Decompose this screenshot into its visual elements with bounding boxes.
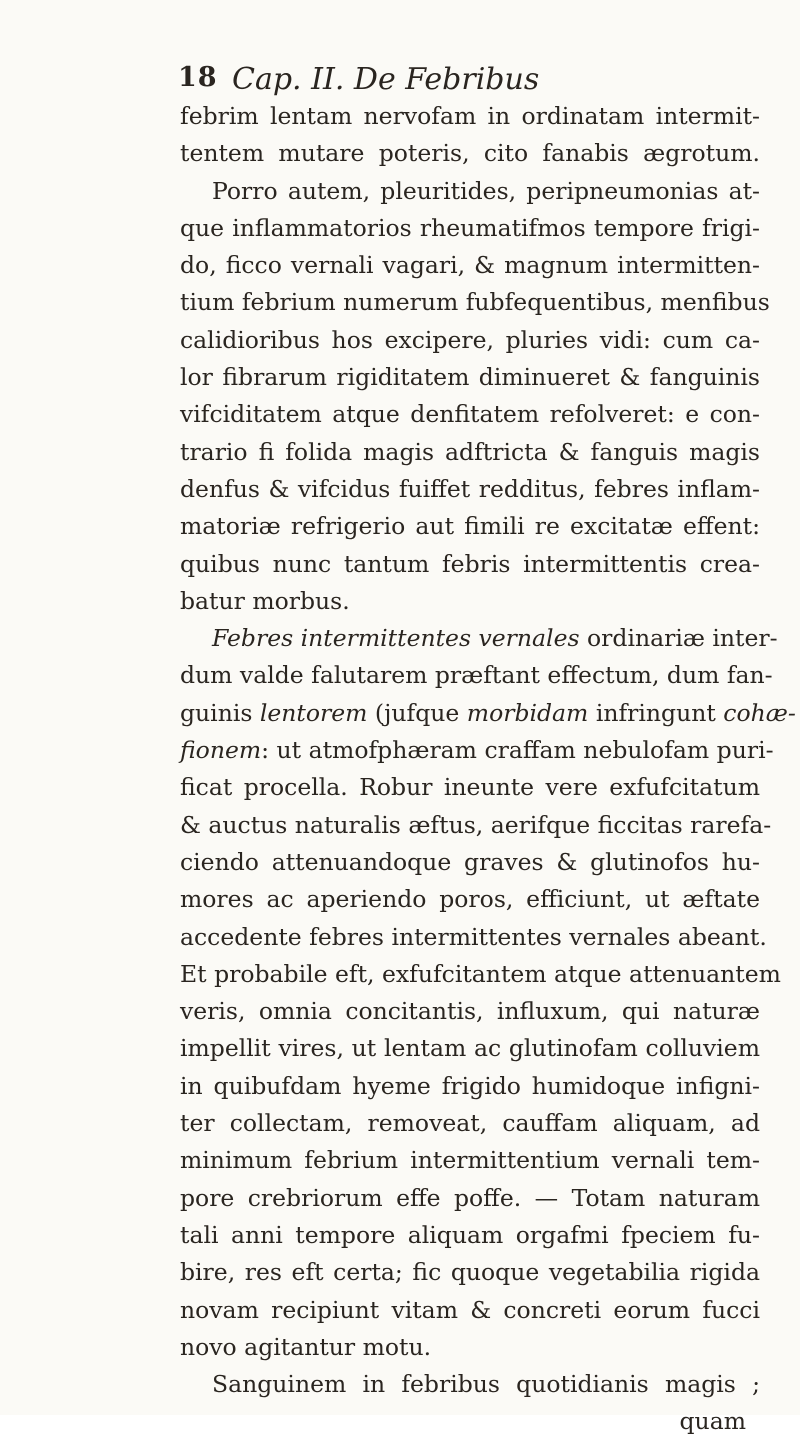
text-segment: tentem mutare poteris, cito fanabis ægrotum. xyxy=(180,139,760,168)
text-segment: veris, omnia concitantis, influxum, qui naturæ xyxy=(180,997,760,1026)
text-segment: tium febrium numerum fubfequentibus, menfibus xyxy=(180,288,770,317)
text-segment: impellit vires, ut lentam ac glutinofam colluviem xyxy=(180,1034,760,1063)
italic-text: fionem xyxy=(180,736,262,765)
text-line xyxy=(180,173,760,210)
text-segment: febrim lentam nervofam in ordinatam intermit- xyxy=(180,102,760,130)
text-line xyxy=(180,620,778,657)
catchword xyxy=(180,1403,760,1440)
text-segment: dum valde falutarem præftant effectum, dum fan- xyxy=(180,661,773,690)
text-segment: bire, res eft certa; fic quoque vegetabilia rigida xyxy=(180,1258,760,1287)
text-segment: tali anni tempore aliquam orgafmi fpeciem fu- xyxy=(180,1220,760,1249)
text-segment: lor fibrarum rigiditatem diminueret & fanguinis xyxy=(180,363,760,392)
text-segment: quibus nunc tantum febris intermittentis crea- xyxy=(180,549,760,578)
text-line xyxy=(180,732,774,769)
text-segment: ciendo attenuandoque graves & glutinofos hu- xyxy=(180,847,760,876)
text-segment: Porro autem, pleuritides, peripneumonias at- xyxy=(212,176,760,205)
text-segment: pore crebriorum effe poffe. — Totam naturam xyxy=(180,1183,760,1212)
text-line xyxy=(180,98,760,135)
text-segment: infringunt xyxy=(588,698,724,727)
text-line xyxy=(180,844,760,881)
italic-text: lentorem xyxy=(259,698,368,727)
italic-text: morbidam xyxy=(466,698,589,727)
text-line xyxy=(180,359,760,396)
text-segment: : ut atmofphæram craffam nebulofam puri- xyxy=(261,736,774,765)
text-line xyxy=(180,471,760,508)
page-number: 18 xyxy=(178,62,218,93)
text-segment: accedente febres intermittentes vernales abeant. xyxy=(180,922,767,951)
text-line xyxy=(180,322,760,359)
text-line xyxy=(180,993,760,1030)
text-segment: quam xyxy=(679,1407,746,1436)
text-line xyxy=(180,434,760,471)
text-line xyxy=(180,1068,760,1105)
text-line xyxy=(180,881,760,918)
text-line xyxy=(180,508,760,545)
text-line xyxy=(180,210,760,247)
text-line xyxy=(180,1030,760,1067)
text-segment: matoriæ refrigerio aut fimili re excitatæ effent: xyxy=(180,512,760,541)
text-line xyxy=(180,807,772,844)
text-line xyxy=(180,1217,760,1254)
text-line xyxy=(180,546,760,583)
text-segment: batur morbus. xyxy=(180,586,350,615)
text-segment: (jufque xyxy=(367,698,467,727)
page-header xyxy=(0,62,800,102)
text-line xyxy=(180,1254,760,1291)
text-line xyxy=(180,1142,760,1179)
text-line xyxy=(180,657,773,694)
text-line xyxy=(180,396,760,433)
italic-text: cohæ- xyxy=(723,698,796,727)
text-line xyxy=(180,1329,760,1366)
text-line xyxy=(180,919,767,956)
text-line xyxy=(180,583,760,620)
text-segment: novam recipiunt vitam & concreti eorum fucci xyxy=(180,1295,760,1324)
text-line xyxy=(180,1180,760,1217)
text-segment: Et probabile eft, exfufcitantem atque attenuantem xyxy=(180,959,781,988)
text-line xyxy=(180,284,770,321)
text-line xyxy=(180,695,796,732)
text-segment: do, ficco vernali vagari, & magnum intermitten- xyxy=(180,251,760,280)
text-segment: denfus & vifcidus fuiffet redditus, febres inflam- xyxy=(180,474,760,503)
text-segment: guinis xyxy=(180,698,260,727)
text-segment: minimum febrium intermittentium vernali tem- xyxy=(180,1146,760,1175)
running-title: Cap. II. De Febribus xyxy=(232,62,540,97)
text-line xyxy=(180,1105,760,1142)
text-line xyxy=(180,1366,760,1403)
text-segment: vifciditatem atque denfitatem refolveret: e con- xyxy=(180,400,760,429)
text-segment: ter collectam, removeat, cauffam aliquam, ad xyxy=(180,1109,760,1138)
text-line xyxy=(180,956,781,993)
body-text xyxy=(180,98,796,1441)
text-segment: mores ac aperiendo poros, efficiunt, ut æftate xyxy=(180,885,760,914)
text-segment: calidioribus hos excipere, pluries vidi: cum ca- xyxy=(180,325,760,354)
text-line xyxy=(180,247,760,284)
italic-text: Febres intermittentes vernales xyxy=(212,624,580,653)
text-segment: novo agitantur motu. xyxy=(180,1332,432,1361)
text-segment: ficat procella. Robur ineunte vere exfufcitatum xyxy=(180,773,760,802)
text-segment: ordinariæ inter- xyxy=(579,624,778,653)
text-segment: & auctus naturalis æftus, aerifque ficcitas rarefa- xyxy=(180,810,772,839)
text-line xyxy=(180,1292,760,1329)
text-segment: in quibufdam hyeme frigido humidoque infigni- xyxy=(180,1071,760,1100)
text-line xyxy=(180,135,760,172)
text-segment: Sanguinem in febribus quotidianis magis ; xyxy=(212,1370,760,1399)
text-segment: trario fi folida magis adftricta & fanguis magis xyxy=(180,437,760,466)
text-line xyxy=(180,769,760,806)
text-segment: que inflammatorios rheumatifmos tempore frigi- xyxy=(180,213,760,242)
